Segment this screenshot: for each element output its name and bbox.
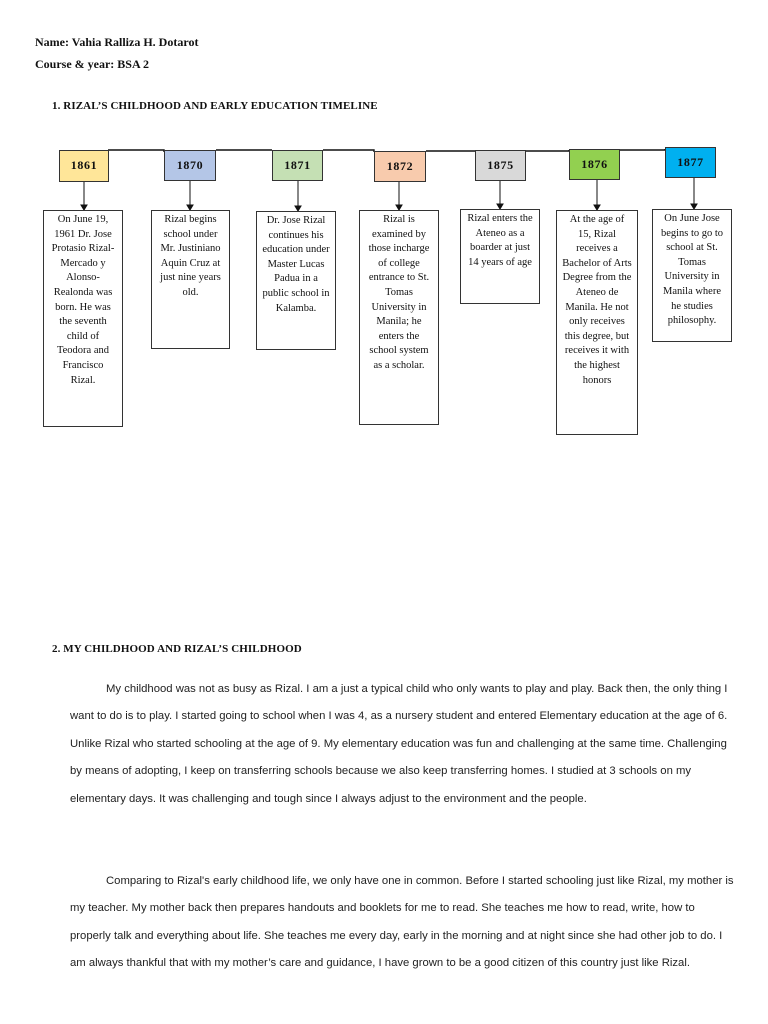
- essay-paragraph-2-text: Comparing to Rizal's early childhood life, we only have one in common. Before I started schooling just like Rizal, my mother is my teacher. My mother back then prepares handouts and booklets for me to read. She teaches me how to read, write, how to properly talk and everything about life. She teaches me every day, early in the morning and at night since she had other job to do. I am always thankful that with my mother’s care and guidance, I have grown to be a good citizen of this country just like Rizal.: [70, 875, 734, 970]
- event-1871-description: Dr. Jose Rizal continues his education under Master Lucas Padua in a public school in Kalamba.: [256, 211, 336, 350]
- year-box-1875: 1875: [475, 150, 526, 181]
- student-name: Name: Vahia Ralliza H. Dotarot: [35, 35, 199, 49]
- event-1861-description: On June 19, 1961 Dr. Jose Protasio Rizal-Mercado y Alonso-Realonda was born. He was the seventh child of Teodora and Francisco Rizal.: [43, 210, 123, 427]
- event-1870-description: Rizal begins school under Mr. Justiniano Aquin Cruz at just nine years old.: [151, 210, 230, 349]
- essay-paragraph-1: [70, 676, 736, 813]
- course-year: Course & year: BSA 2: [35, 57, 149, 71]
- essay-paragraph-1-text: My childhood was not as busy as Rizal. I am a just a typical child who only wants to play and play. Back then, the only thing I want to do is to play. I started going to school when I was 4, as a nursery student and entered Elementary education at the age of 6. Unlike Rizal who started schooling at the age of 9. My elementary education was fun and challenging at the same time. Challenging by means of adopting, I keep on transferring schools because we also keep transferring homes. I studied at 3 schools on my elementary days. It was challenging and tough since I always adjust to the environment and the people.: [70, 683, 728, 805]
- year-box-1861: 1861: [59, 150, 109, 182]
- year-box-1876: 1876: [569, 149, 620, 180]
- year-box-1870: 1870: [164, 150, 216, 181]
- event-1876-description: At the age of 15, Rizal receives a Bachelor of Arts Degree from the Ateneo de Manila. He not only receives this degree, but receives it with the highest honors: [556, 210, 638, 435]
- event-1872-description: Rizal is examined by those incharge of college entrance to St. Tomas University in Manila; he enters the school system as a scholar.: [359, 210, 439, 425]
- year-box-1871: 1871: [272, 150, 323, 181]
- timeline-arrows: [81, 178, 697, 211]
- section-2-title: 2. MY CHILDHOOD AND RIZAL’S CHILDHOOD: [52, 643, 302, 655]
- event-1875-description: Rizal enters the Ateneo as a boarder at just 14 years of age: [460, 209, 540, 304]
- event-1877-description: On June Jose begins to go to school at St. Tomas University in Manila where he studies philosophy.: [652, 209, 732, 342]
- section-1-title: 1. RIZAL’S CHILDHOOD AND EARLY EDUCATION TIMELINE: [52, 100, 378, 112]
- year-box-1877: 1877: [665, 147, 716, 178]
- year-box-1872: 1872: [374, 151, 426, 182]
- essay-paragraph-2: [70, 868, 736, 978]
